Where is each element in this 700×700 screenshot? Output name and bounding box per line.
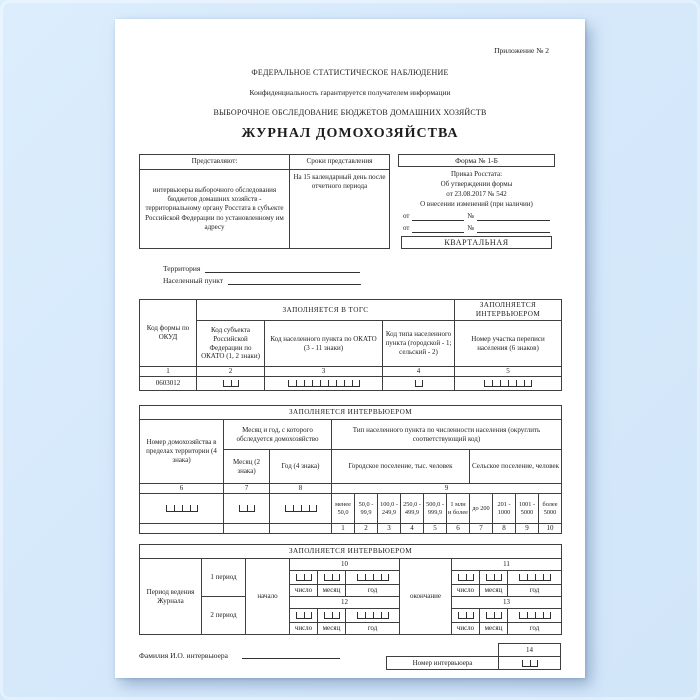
interviewer-number-box	[386, 643, 561, 670]
order-line-3: от 23.08.2017 № 542	[446, 189, 507, 198]
field-number: 14	[499, 644, 561, 657]
info-boxes-row	[139, 154, 561, 249]
day-label: число	[452, 585, 480, 597]
settlement-type-field	[383, 377, 455, 391]
journal-period-table	[139, 544, 562, 635]
category-code: 1	[332, 524, 355, 534]
column-number: 9	[332, 484, 562, 494]
year-label: год	[346, 623, 400, 635]
census-area-header: Номер участка переписи населения (6 знаков)	[455, 321, 562, 367]
end-day-field	[452, 571, 480, 585]
tick-boxes	[458, 574, 474, 581]
amendment-number-blank	[477, 225, 550, 233]
month-label: месяц	[480, 585, 508, 597]
size-category: 1 млн и более	[447, 494, 470, 524]
rural-header: Сельское поселение, человек	[470, 450, 562, 484]
end-label: окончание	[400, 559, 452, 635]
census-area-field	[455, 377, 562, 391]
category-code: 9	[516, 524, 539, 534]
tick-boxes	[522, 660, 538, 667]
end-month-field	[480, 609, 508, 623]
field-number: 10	[290, 559, 400, 571]
tick-boxes	[519, 574, 551, 581]
submitters-header: Представляют:	[140, 155, 290, 170]
size-category: 201 - 1000	[493, 494, 516, 524]
size-category: менее 50,0	[332, 494, 355, 524]
tick-boxes	[296, 574, 312, 581]
size-category: 50,0 - 99,9	[355, 494, 378, 524]
column-number: 4	[383, 367, 455, 377]
size-category: 250,0 - 499,9	[401, 494, 424, 524]
interviewer-number-label: Номер интервьюера	[387, 657, 499, 670]
month-header: Месяц (2 знака)	[224, 450, 270, 484]
subject-code-field	[197, 377, 265, 391]
journal-period-header: Период ведения Журнала	[140, 559, 202, 635]
day-label: число	[290, 585, 318, 597]
tick-boxes	[324, 612, 340, 619]
column-number: 6	[140, 484, 224, 494]
footer-row	[139, 643, 561, 670]
year-label: год	[346, 585, 400, 597]
field-number: 12	[290, 597, 400, 609]
interviewer-section-header: ЗАПОЛНЯЕТСЯ ИНТЕРВЬЮЕРОМ	[140, 545, 562, 559]
size-category: 100,0 - 249,9	[378, 494, 401, 524]
tick-boxes	[415, 380, 423, 387]
end-year-field	[508, 571, 562, 585]
form-title: ЖУРНАЛ ДОМОХОЗЯЙСТВА	[241, 126, 459, 141]
month-label: месяц	[318, 585, 346, 597]
appendix-note: Приложение № 2	[494, 46, 549, 55]
settlement-code-header: Код населенного пункта по ОКАТО (3 - 11 знаки)	[265, 321, 383, 367]
amendment-line-2	[400, 223, 553, 233]
category-code: 6	[447, 524, 470, 534]
start-year-field	[346, 609, 400, 623]
column-number: 5	[455, 367, 562, 377]
deadline-header: Сроки представления	[290, 155, 390, 170]
form-number-box	[398, 154, 555, 249]
settlement-code-field	[265, 377, 383, 391]
month-year-header: Месяц и год, с которого обследуется домохозяйство	[224, 420, 332, 450]
start-day-field	[290, 571, 318, 585]
tick-boxes	[458, 612, 474, 619]
size-category: более 5000	[539, 494, 562, 524]
settlement-type-header: Код типа населенного пункта (городской - 1; сельский - 2)	[383, 321, 455, 367]
number-sign: №	[467, 212, 475, 221]
interviewer-name-label: Фамилия И.О. интервьюера	[139, 651, 228, 660]
end-year-field	[508, 609, 562, 623]
form-page	[115, 19, 585, 678]
household-number-header: Номер домохозяйства в пределах территории (4 знака)	[140, 420, 224, 484]
territory-label: Территория	[163, 264, 201, 273]
territory-blank	[205, 265, 360, 273]
tick-boxes	[357, 612, 389, 619]
tick-boxes	[324, 574, 340, 581]
submitters-box	[139, 154, 390, 249]
year-label: год	[508, 623, 562, 635]
size-category: до 200	[470, 494, 493, 524]
periodicity-label: КВАРТАЛЬНАЯ	[401, 236, 552, 249]
column-number: 8	[270, 484, 332, 494]
tick-boxes	[486, 574, 502, 581]
field-number: 13	[452, 597, 562, 609]
field-number: 11	[452, 559, 562, 571]
location-block	[139, 261, 561, 285]
empty-cell	[270, 524, 332, 534]
period1-label: 1 период	[202, 559, 246, 597]
amendment-date-blank	[412, 225, 464, 233]
month-field	[224, 494, 270, 524]
start-month-field	[318, 609, 346, 623]
tick-boxes	[285, 505, 317, 512]
ot-label: от	[403, 224, 410, 233]
tick-boxes	[357, 574, 389, 581]
territory-row	[163, 261, 561, 273]
order-line-2: Об утверждении формы	[440, 179, 513, 188]
tick-boxes	[486, 612, 502, 619]
subject-code-header: Код субъекта Российской Федерации по ОКАТО (1, 2 знаки)	[197, 321, 265, 367]
tick-boxes	[166, 505, 198, 512]
category-code: 8	[493, 524, 516, 534]
empty-cell	[224, 524, 270, 534]
column-number: 2	[197, 367, 265, 377]
household-table	[139, 405, 562, 534]
tick-boxes	[484, 380, 532, 387]
column-number: 1	[140, 367, 197, 377]
category-code: 10	[539, 524, 562, 534]
submitters-body: интервьюеры выборочного обследования бюджетов домашних хозяйств - территориальному органу Росстата в субъекте Российской Федерации по установленному им адресу	[140, 170, 290, 249]
start-year-field	[346, 571, 400, 585]
household-number-field	[140, 494, 224, 524]
federal-observation-heading: ФЕДЕРАЛЬНОЕ СТАТИСТИЧЕСКОЕ НАБЛЮДЕНИЕ	[251, 68, 449, 77]
tick-boxes	[223, 380, 239, 387]
interviewer-number-field	[499, 657, 561, 670]
tick-boxes	[296, 612, 312, 619]
category-code: 5	[424, 524, 447, 534]
category-code: 4	[401, 524, 424, 534]
okud-value: 0603012	[140, 377, 197, 391]
okud-column-header: Код формы по ОКУД	[140, 300, 197, 367]
amendment-date-blank	[412, 213, 464, 221]
settlement-size-header: Тип населенного пункта по численности населения (округлить соответствующий код)	[332, 420, 562, 450]
interviewer-section-header: ЗАПОЛНЯЕТСЯ ИНТЕРВЬЮЕРОМ	[455, 300, 562, 321]
category-code: 7	[470, 524, 493, 534]
order-line-4: О внесении изменений (при наличии)	[420, 200, 533, 208]
column-number: 3	[265, 367, 383, 377]
empty-cell	[140, 524, 224, 534]
start-month-field	[318, 571, 346, 585]
number-sign: №	[467, 224, 475, 233]
interviewer-name-blank	[242, 651, 340, 659]
tick-boxes	[519, 612, 551, 619]
urban-header: Городское поселение, тыс. человек	[332, 450, 470, 484]
day-label: число	[290, 623, 318, 635]
togs-section-header: ЗАПОЛНЯЕТСЯ В ТОГС	[197, 300, 455, 321]
amendment-number-blank	[477, 213, 550, 221]
category-code: 2	[355, 524, 378, 534]
year-label: год	[508, 585, 562, 597]
month-label: месяц	[480, 623, 508, 635]
day-label: число	[452, 623, 480, 635]
ot-label: от	[403, 212, 410, 221]
category-code: 3	[378, 524, 401, 534]
interviewer-section-header: ЗАПОЛНЯЕТСЯ ИНТЕРВЬЮЕРОМ	[140, 406, 562, 420]
order-line-1: Приказ Росстата:	[450, 169, 503, 178]
period2-label: 2 период	[202, 597, 246, 635]
size-category: 1001 - 5000	[516, 494, 539, 524]
rosstat-order-block	[398, 167, 555, 234]
form-number-label: Форма № 1-Б	[398, 154, 555, 167]
end-month-field	[480, 571, 508, 585]
column-number: 7	[224, 484, 270, 494]
settlement-blank	[228, 277, 361, 285]
year-header: Год (4 знака)	[270, 450, 332, 484]
tick-boxes	[239, 505, 255, 512]
survey-heading: ВЫБОРОЧНОЕ ОБСЛЕДОВАНИЕ БЮДЖЕТОВ ДОМАШНИХ ХОЗЯЙСТВ	[213, 108, 487, 117]
amendment-line-1	[400, 211, 553, 221]
start-label: начало	[246, 559, 290, 635]
end-day-field	[452, 609, 480, 623]
settlement-row	[163, 273, 561, 285]
tick-boxes	[288, 380, 360, 387]
settlement-label: Населенный пункт	[163, 276, 224, 285]
start-day-field	[290, 609, 318, 623]
togs-codes-table	[139, 299, 562, 391]
month-label: месяц	[318, 623, 346, 635]
year-field	[270, 494, 332, 524]
deadline-body: На 15 календарный день после отчетного периода	[290, 170, 390, 249]
confidentiality-note: Конфиденциальность гарантируется получателем информации	[249, 88, 451, 97]
empty-cell	[387, 644, 499, 657]
size-category: 500,0 - 999,9	[424, 494, 447, 524]
